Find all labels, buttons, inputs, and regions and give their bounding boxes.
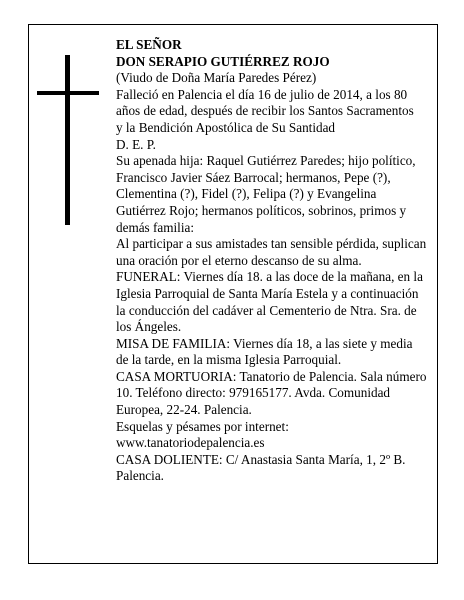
funeral-info: FUNERAL: Viernes día 18. a las doce de la mañana, en la Iglesia Parroquial de Santa María Estela y a continuación la conducción del cadáver al Cementerio de Ntra. Sra. de los Ángeles.: [116, 269, 423, 335]
rip-line: D. E. P.: [116, 136, 156, 152]
mortuary-info: CASA MORTUORIA: Tanatorio de Palencia. Sala número 10. Teléfono directo: 979165177. Avda. Comunidad Europea, 22-24. Palencia.: [116, 368, 427, 418]
obituary-notice: [28, 24, 438, 564]
online-condolences-label: Esquelas y pésames por internet:: [116, 418, 289, 434]
prayer-request: Al participar a sus amistades tan sensible pérdida, suplican una oración por el eterno descanso de su alma.: [116, 236, 427, 268]
widower-note: (Viudo de Doña María Paredes Pérez): [116, 70, 317, 86]
obituary-text: [116, 37, 428, 485]
family-mass-info: MISA DE FAMILIA: Viernes día 18, a las siete y media de la tarde, en la misma Iglesia Parroquial.: [116, 335, 413, 368]
title-line-1: EL SEÑOR: [116, 37, 182, 52]
mourning-house-info: CASA DOLIENTE: C/ Anastasia Santa María, 1, 2º B. Palencia.: [116, 451, 406, 484]
online-condolences-url: www.tanatoriodepalencia.es: [116, 435, 265, 451]
deceased-name: DON SERAPIO GUTIÉRREZ ROJO: [116, 53, 330, 69]
death-details: Falleció en Palencia el día 16 de julio de 2014, a los 80 años de edad, después de recibir los Santos Sacramentos: [116, 86, 414, 119]
blessing-line: y la Bendición Apostólica de Su Santidad: [116, 119, 336, 135]
latin-cross-icon: [37, 55, 99, 225]
family-list: Su apenada hija: Raquel Gutiérrez Paredes; hijo político, Francisco Javier Sáez Barrocal; hermanos, Pepe (?), Clementina (?), Fidel (?), Felipa (?) y Evangelina Gutiérrez Rojo; hermanos políticos, sobrinos, primos y demás familia:: [116, 153, 416, 235]
